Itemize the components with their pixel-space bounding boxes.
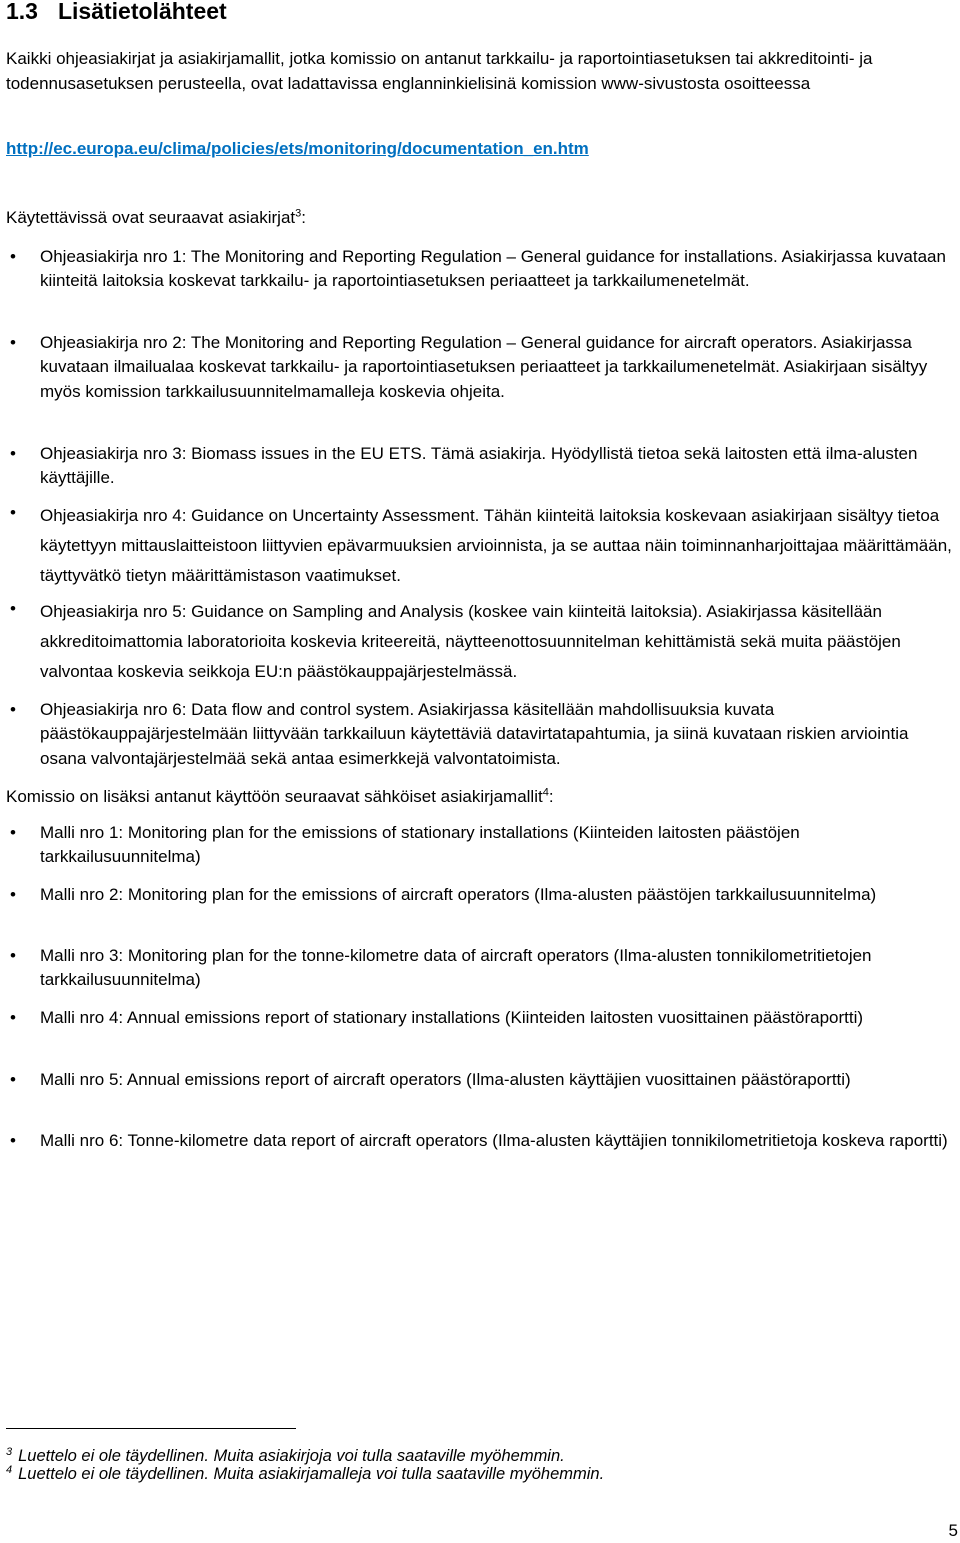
- guidance-item-4: [0, 501, 958, 591]
- guidance-item-6-text: Ohjeasiakirja nro 6: Data flow and control system. Asiakirjassa käsitellään mahdollisuuksia kuvata päästökauppajärjestelmään liittyvään tarkkailuun käytettäviä datavirtatapahtumia, ja siinä kuvataan riskien arviointia osana valvontajärjestelmää sekä antaa esimerkkejä valvontatoimista.: [40, 700, 909, 768]
- footnote-4-text: Luettelo ei ole täydellinen. Muita asiakirjamalleja voi tulla saataville myöhemmin.: [18, 1465, 605, 1483]
- guidance-item-5: [0, 597, 958, 687]
- section-heading: [6, 0, 227, 26]
- template-item-1-text: Malli nro 1: Monitoring plan for the emissions of stationary installations (Kiinteiden laitosten päästöjen tarkkailusuunnitelma): [40, 823, 800, 867]
- guidance-intro-text: Käytettävissä ovat seuraavat asiakirjat: [6, 208, 296, 227]
- bullet-icon: •: [10, 1008, 16, 1027]
- template-item-2-text: Malli nro 2: Monitoring plan for the emissions of aircraft operators (Ilma-alusten päästöjen tarkkailusuunnitelma): [40, 885, 877, 904]
- footnote-3-text: Luettelo ei ole täydellinen. Muita asiakirjoja voi tulla saataville myöhemmin.: [18, 1447, 565, 1465]
- guidance-item-1: [0, 245, 958, 294]
- bullet-icon: •: [10, 247, 16, 266]
- template-item-4-text: Malli nro 4: Annual emissions report of stationary installations (Kiinteiden laitosten vuosittainen päästöraportti): [40, 1008, 864, 1027]
- footnote-ref-3: 3: [295, 207, 302, 220]
- guidance-item-3-text: Ohjeasiakirja nro 3: Biomass issues in the EU ETS. Tämä asiakirja. Hyödyllistä tietoa sekä laitosten että ilma-alusten käyttäjille.: [40, 444, 918, 488]
- template-item-5-text: Malli nro 5: Annual emissions report of aircraft operators (Ilma-alusten käyttäjien vuosittainen päästöraportti): [40, 1070, 851, 1089]
- templates-intro-text: Komissio on lisäksi antanut käyttöön seuraavat sähköiset asiakirjamallit: [6, 787, 543, 806]
- bullet-icon: •: [10, 503, 16, 522]
- templates-intro: [6, 785, 956, 810]
- bullet-icon: •: [10, 1070, 16, 1089]
- template-item-1: [0, 821, 958, 870]
- bullet-icon: •: [10, 1131, 16, 1150]
- footnote-4: [6, 1465, 604, 1483]
- documentation-link[interactable]: http://ec.europa.eu/clima/policies/ets/monitoring/documentation_en.htm: [6, 139, 589, 158]
- guidance-item-1-text: Ohjeasiakirja nro 1: The Monitoring and Reporting Regulation – General guidance for installations. Asiakirjassa kuvataan kiinteitä laitoksia koskevat tarkkailu- ja raportointiasetuksen periaatteet ja tarkkailumenetelmät.: [40, 247, 946, 291]
- template-item-3: [0, 944, 958, 993]
- footnote-ref-4: 4: [542, 786, 549, 799]
- guidance-intro: [6, 206, 956, 231]
- footnote-3-mark: 3: [6, 1445, 13, 1458]
- guidance-item-3: [0, 442, 958, 491]
- guidance-intro-suffix: :: [301, 208, 307, 227]
- section-title: Lisätietolähteet: [57, 0, 227, 24]
- footnote-4-mark: 4: [6, 1463, 13, 1476]
- template-item-5: [0, 1068, 958, 1092]
- template-item-2: [0, 883, 958, 907]
- template-item-3-text: Malli nro 3: Monitoring plan for the tonne-kilometre data of aircraft operators (Ilma-alusten tonnikilometritietojen tarkkailusuunnitelma): [40, 946, 872, 990]
- guidance-item-2: [0, 331, 958, 404]
- template-item-6-text: Malli nro 6: Tonne-kilometre data report of aircraft operators (Ilma-alusten käyttäjien tonnikilometritietoja koskeva raportti): [40, 1131, 948, 1150]
- bullet-icon: •: [10, 700, 16, 719]
- bullet-icon: •: [10, 333, 16, 352]
- intro-paragraph: Kaikki ohjeasiakirjat ja asiakirjamallit, jotka komissio on antanut tarkkailu- ja raportointiasetuksen tai akkreditointi- ja todennusasetuksen perusteella, ovat ladattavissa englanninkielisinä komission www-sivustosta osoitteessa: [6, 49, 873, 93]
- bullet-icon: •: [10, 946, 16, 965]
- footnote-separator: [6, 1428, 296, 1429]
- bullet-icon: •: [10, 599, 16, 618]
- page-number: 5: [948, 1521, 958, 1540]
- guidance-item-6: [0, 698, 958, 771]
- guidance-item-5-text: Ohjeasiakirja nro 5: Guidance on Sampling and Analysis (koskee vain kiinteitä laitoksia). Asiakirjassa käsitellään akkreditoimattomia laboratorioita koskevia kriteereitä, näytteenottosuunnitelman kehittämistä sekä muita päästöjen valvontaa koskevia seikkoja EU:n päästökauppajärjestelmässä.: [40, 602, 901, 681]
- guidance-item-2-text: Ohjeasiakirja nro 2: The Monitoring and Reporting Regulation – General guidance for aircraft operators. Asiakirjassa kuvataan ilmailualaa koskevat tarkkailu- ja raportointiasetuksen periaatteet ja tarkkailumenetelmät. Asiakirjaan sisältyy myös komission tarkkailusuunnitelmamalleja koskevia ohjeita.: [40, 333, 928, 401]
- footnote-3: [6, 1447, 565, 1465]
- section-number: 1.3: [6, 0, 38, 24]
- template-item-6: [0, 1129, 958, 1153]
- templates-intro-suffix: :: [548, 787, 554, 806]
- bullet-icon: •: [10, 823, 16, 842]
- guidance-item-4-text: Ohjeasiakirja nro 4: Guidance on Uncertainty Assessment. Tähän kiinteitä laitoksia koskevaan asiakirjaan sisältyy tietoa käytettyyn mittauslaitteistoon liittyvien epävarmuuksien arvioinnista, ja se auttaa näin toiminnanharjoittajaa määrittämään, täyttyvätkö tietyn määrittämistason vaatimukset.: [40, 506, 952, 585]
- bullet-icon: •: [10, 444, 16, 463]
- bullet-icon: •: [10, 885, 16, 904]
- template-item-4: [0, 1006, 958, 1030]
